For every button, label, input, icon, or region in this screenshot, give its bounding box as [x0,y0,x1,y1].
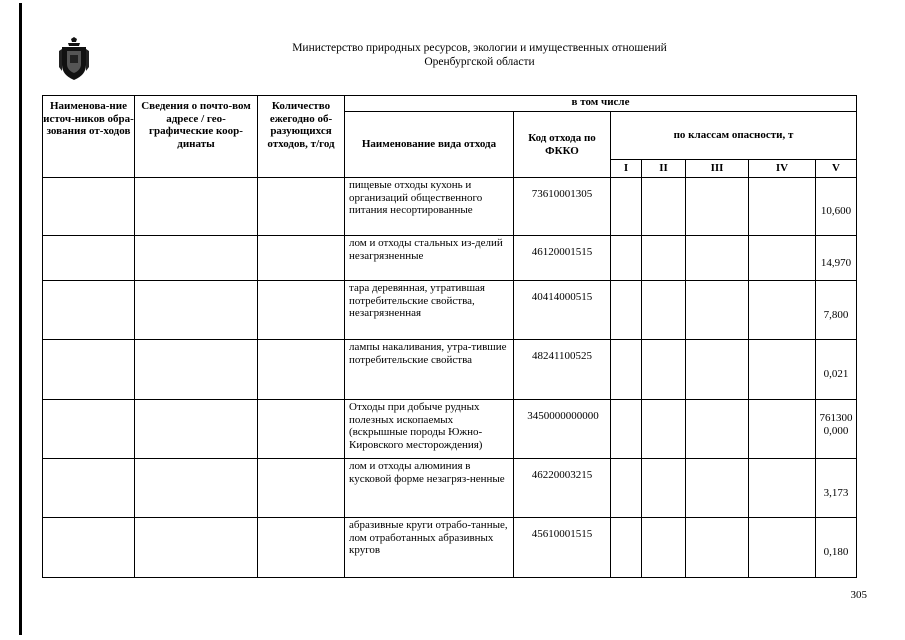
source-cell [43,178,135,236]
table-row [43,236,857,281]
quantity-cell [258,400,345,459]
quantity-cell [258,178,345,236]
class-iii-cell [686,178,749,236]
source-cell [43,340,135,400]
class-ii-cell [642,400,686,459]
address-cell [135,400,258,459]
header-fkko-code: Код отхода по ФККО [514,112,611,178]
quantity-cell [258,459,345,518]
page-number: 305 [850,589,867,601]
fkko-code-cell: 73610001305 [514,178,611,236]
class-iv-cell [749,459,816,518]
class-iii-cell [686,400,749,459]
ministry-title-line2: Оренбургской области [424,56,535,68]
header-waste-type: Наименование вида отхода [345,112,514,178]
fkko-code-cell: 46220003215 [514,459,611,518]
address-cell [135,178,258,236]
class-iv-cell [749,340,816,400]
table-row [43,178,857,236]
class-ii-cell [642,459,686,518]
class-iv-cell [749,178,816,236]
class-iv-cell [749,400,816,459]
class-i-cell [611,236,642,281]
fkko-code-cell: 3450000000000 [514,400,611,459]
address-cell [135,518,258,578]
address-cell [135,281,258,340]
quantity-cell [258,281,345,340]
source-cell [43,400,135,459]
header-class-v: V [816,160,857,178]
source-cell [43,518,135,578]
waste-type-cell: абразивные круги отрабо-танные, лом отработанных абразивных кругов [345,518,514,578]
header-class-iv: IV [749,160,816,178]
header-source-name: Наименова-ние источ-ников обра-зования от-ходов [43,96,135,178]
class-v-cell: 10,600 [816,178,857,236]
header-quantity: Количество ежегодно об-разующихся отходов, т/год [258,96,345,178]
class-iii-cell [686,459,749,518]
quantity-cell [258,236,345,281]
class-i-cell [611,459,642,518]
class-iii-cell [686,281,749,340]
class-v-cell: 7,800 [816,281,857,340]
table-row [43,340,857,400]
header-class-i: I [611,160,642,178]
waste-sources-table [42,95,857,578]
class-v-cell: 7613000,000 [816,400,857,459]
header-class-ii: II [642,160,686,178]
waste-type-cell: лом и отходы стальных из-делий незагрязненные [345,236,514,281]
ministry-title-line1: Министерство природных ресурсов, экологии и имущественных отношений [292,42,667,54]
class-iii-cell [686,236,749,281]
class-ii-cell [642,340,686,400]
header-row-1 [43,96,857,112]
class-iv-cell [749,281,816,340]
table-row [43,281,857,340]
source-cell [43,236,135,281]
waste-type-cell: тара деревянная, утратившая потребительские свойства, незагрязненная [345,281,514,340]
class-i-cell [611,518,642,578]
class-ii-cell [642,281,686,340]
class-i-cell [611,281,642,340]
page-edge-bar [19,3,22,635]
class-iii-cell [686,518,749,578]
class-i-cell [611,340,642,400]
header-hazard-classes: по классам опасности, т [611,112,857,160]
ministry-header [0,41,905,69]
class-i-cell [611,178,642,236]
table-row [43,459,857,518]
source-cell [43,281,135,340]
fkko-code-cell: 46120001515 [514,236,611,281]
fkko-code-cell: 45610001515 [514,518,611,578]
table-row [43,400,857,459]
header-class-iii: III [686,160,749,178]
waste-type-cell: Отходы при добыче рудных полезных ископаемых (вскрышные породы Южно-Кировского месторождения) [345,400,514,459]
class-iv-cell [749,236,816,281]
class-iii-cell [686,340,749,400]
class-i-cell [611,400,642,459]
class-ii-cell [642,236,686,281]
waste-type-cell: пищевые отходы кухонь и организаций общественного питания несортированные [345,178,514,236]
class-v-cell: 14,970 [816,236,857,281]
class-ii-cell [642,518,686,578]
address-cell [135,459,258,518]
fkko-code-cell: 48241100525 [514,340,611,400]
class-v-cell: 0,180 [816,518,857,578]
address-cell [135,340,258,400]
class-ii-cell [642,178,686,236]
quantity-cell [258,518,345,578]
source-cell [43,459,135,518]
class-v-cell: 3,173 [816,459,857,518]
fkko-code-cell: 40414000515 [514,281,611,340]
table-row [43,518,857,578]
address-cell [135,236,258,281]
header-address: Сведения о почто-вом адресе / гео-графические коор-динаты [135,96,258,178]
waste-type-cell: лом и отходы алюминия в кусковой форме незагряз-ненные [345,459,514,518]
class-v-cell: 0,021 [816,340,857,400]
class-iv-cell [749,518,816,578]
waste-type-cell: лампы накаливания, утра-тившие потребительские свойства [345,340,514,400]
quantity-cell [258,340,345,400]
header-including: в том числе [345,96,857,112]
